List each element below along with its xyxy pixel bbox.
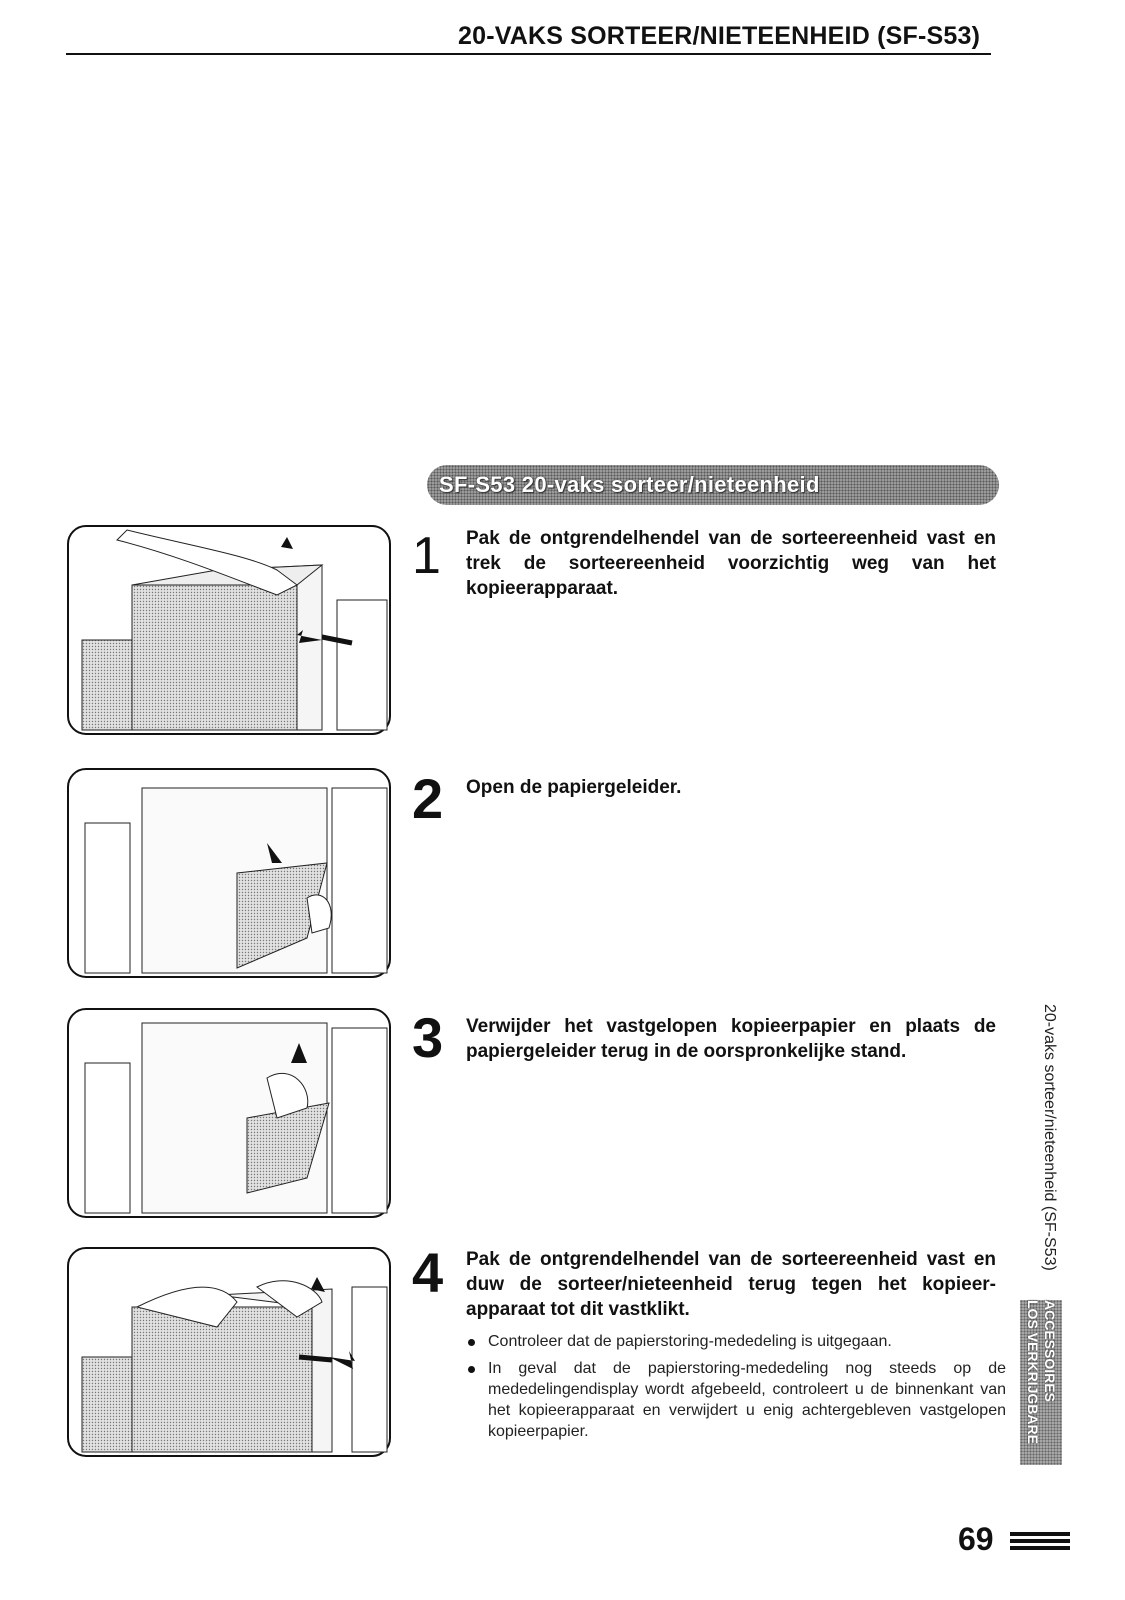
step-4-text: Pak de ontgrendelhendel van de sorteereenheid vast en duw de sorteer/nieteenheid terug tegen het kopieer-apparaat tot dit vastklikt. — [466, 1249, 996, 1320]
header-rule — [66, 53, 991, 55]
step-1-text: Pak de ontgrendelhendel van de sorteereenheid vast en trek de sorteereenheid voorzichtig weg van het kopieerapparaat. — [466, 528, 996, 599]
page-number-rules — [1010, 1532, 1070, 1552]
page-number: 69 — [958, 1521, 994, 1557]
sidebar-tab-line-1: LOS VERKRIJGBARE — [1025, 1300, 1041, 1444]
step-4-notes — [466, 1331, 1006, 1448]
sidebar-tab-line-2: ACCESSOIRES — [1042, 1300, 1058, 1402]
step-1-number: 1 — [412, 527, 439, 585]
sidebar-chapter-label: 20-vaks sorteer/nieteenheid (SF-S53) — [1041, 1004, 1058, 1271]
remove-jam-illustration — [67, 1008, 391, 1218]
sidebar-section-tab — [1020, 1300, 1062, 1465]
step-3-number: 3 — [412, 1006, 442, 1069]
paper-guide-open-illustration — [67, 768, 391, 978]
page-header-title: 20-VAKS SORTEER/NIETEENHEID (SF-S53) — [458, 22, 981, 50]
note-item: In geval dat de papierstoring-mededeling nog steeds op de mededelingendisplay wordt afgebeeld, controleert u de binnenkant van het kopieerapparaat en verwijdert u enig achtergebleven vastgelopen kopieerpapier. — [466, 1358, 1006, 1442]
sorter-push-back-illustration — [67, 1247, 391, 1457]
step-2-text: Open de papiergeleider. — [466, 777, 682, 798]
section-banner-text: SF-S53 20-vaks sorteer/nieteenheid — [439, 472, 820, 497]
sorter-pull-away-illustration — [67, 525, 391, 735]
step-3-text: Verwijder het vastgelopen kopieerpapier en plaats de papiergeleider terug in de oorspronkelijke stand. — [466, 1016, 996, 1062]
step-2-number: 2 — [412, 767, 442, 830]
step-4-number: 4 — [412, 1241, 442, 1304]
note-item: Controleer dat de papierstoring-mededeling is uitgegaan. — [466, 1331, 1006, 1352]
section-banner — [427, 465, 999, 505]
